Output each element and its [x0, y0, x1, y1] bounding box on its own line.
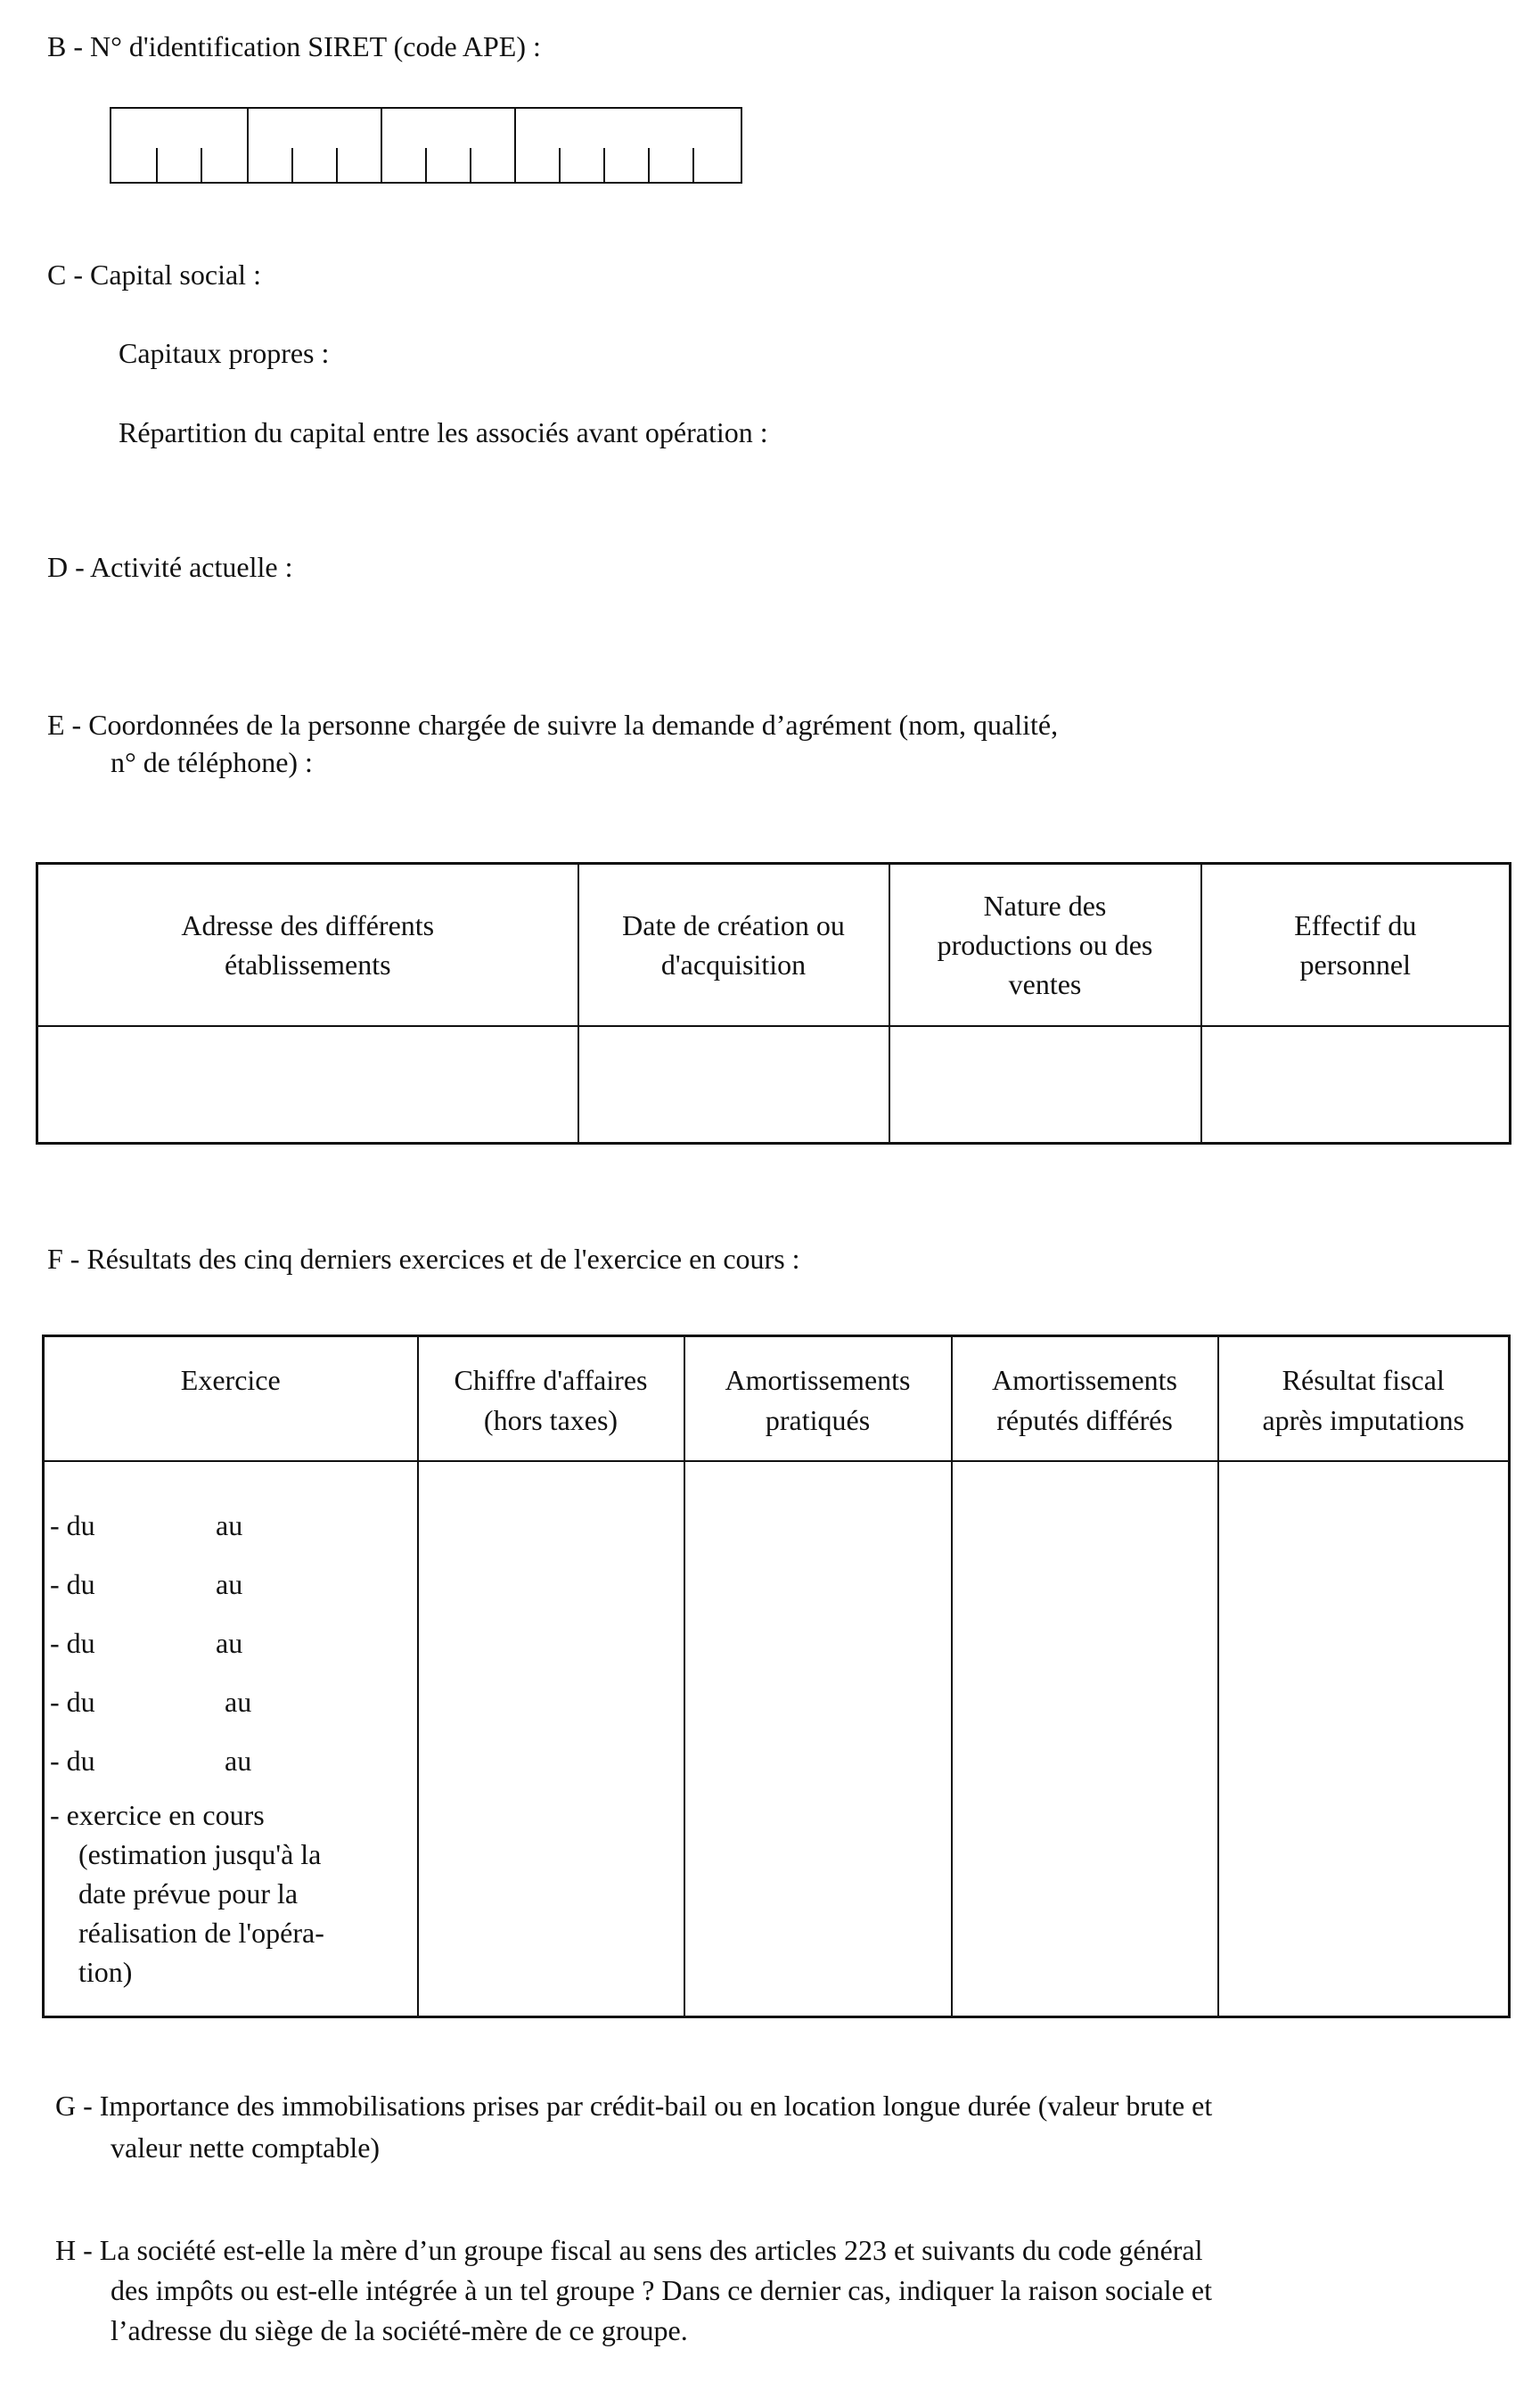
header-line: Chiffre d'affaires — [454, 1364, 648, 1396]
du-label: - du — [50, 1744, 95, 1777]
table-row — [44, 1461, 1510, 2017]
header-line: Exercice — [180, 1364, 281, 1396]
exercice-row — [50, 1731, 412, 1790]
section-h-label-continued: des impôts ou est-elle intégrée à un tel groupe ? Dans ce dernier cas, indiquer la raison sociale et — [111, 2274, 1212, 2306]
section-g-label: G - Importance des immobilisations prises par crédit-bail ou en location longue durée (valeur brute et — [55, 2090, 1213, 2122]
exercice-en-cours — [50, 1795, 412, 1992]
cell-date-creation[interactable] — [578, 1026, 889, 1144]
siret-group-separator — [514, 109, 516, 182]
siret-group-separator — [381, 109, 382, 182]
header-line: Adresse des différents — [181, 908, 435, 941]
table-header-row — [37, 864, 1511, 1026]
cell-nature-productions[interactable] — [889, 1026, 1201, 1144]
header-line: pratiqués — [765, 1403, 871, 1436]
au-label: au — [216, 1567, 243, 1600]
exercice-en-cours-line: - exercice en cours — [50, 1798, 265, 1831]
cell-adresse[interactable] — [37, 1026, 578, 1144]
siret-digit-divider — [425, 148, 427, 182]
exercice-row — [50, 1555, 412, 1614]
siret-digit-divider — [470, 148, 471, 182]
results-table — [42, 1335, 1511, 2018]
capitaux-propres-label: Capitaux propres : — [119, 337, 330, 369]
header-line: (hors taxes) — [483, 1403, 618, 1436]
siret-digit-divider — [336, 148, 338, 182]
du-label: - du — [50, 1626, 95, 1659]
exercice-row — [50, 1496, 412, 1555]
section-b-label: B - N° d'identification SIRET (code APE) : — [47, 30, 541, 62]
header-line: après imputations — [1262, 1403, 1465, 1436]
table-row — [37, 1026, 1511, 1144]
exercice-row — [50, 1672, 412, 1731]
du-label: - du — [50, 1685, 95, 1718]
header-adresse — [37, 864, 578, 1026]
header-nature-productions — [889, 864, 1201, 1026]
header-chiffre-affaires — [418, 1336, 684, 1461]
exercice-en-cours-line: (estimation jusqu'à la — [78, 1837, 322, 1870]
exercice-periods-cell — [44, 1461, 418, 2017]
section-e-label: E - Coordonnées de la personne chargée de suivre la demande d’agrément (nom, qualité, — [47, 709, 1059, 741]
section-d-label: D - Activité actuelle : — [47, 551, 293, 583]
header-resultat-fiscal — [1218, 1336, 1510, 1461]
cell-effectif[interactable] — [1201, 1026, 1511, 1144]
exercice-en-cours-line: date prévue pour la — [78, 1877, 299, 1910]
siret-digit-divider — [692, 148, 694, 182]
header-amortissements-pratiques — [684, 1336, 952, 1461]
exercice-en-cours-line: tion) — [78, 1956, 133, 1989]
siret-input-boxes[interactable] — [110, 107, 742, 184]
cell-chiffre-affaires[interactable] — [418, 1461, 684, 2017]
header-line: réputés différés — [996, 1403, 1173, 1436]
section-f-label: F - Résultats des cinq derniers exercices et de l'exercice en cours : — [47, 1243, 800, 1275]
au-label: au — [216, 1508, 243, 1541]
header-line: Nature des — [983, 889, 1107, 922]
establishments-table — [36, 862, 1511, 1145]
au-label: au — [225, 1685, 252, 1718]
siret-digit-divider — [291, 148, 293, 182]
header-line: Résultat fiscal — [1282, 1364, 1445, 1396]
header-line: ventes — [1008, 967, 1082, 1000]
du-label: - du — [50, 1567, 95, 1600]
du-label: - du — [50, 1508, 95, 1541]
header-line: productions ou des — [937, 928, 1153, 961]
table-header-row — [44, 1336, 1510, 1461]
siret-group-separator — [247, 109, 249, 182]
header-amortissements-differes — [952, 1336, 1218, 1461]
siret-digit-divider — [201, 148, 202, 182]
exercice-en-cours-line: réalisation de l'opéra- — [78, 1916, 324, 1949]
siret-digit-divider — [603, 148, 605, 182]
section-c-label: C - Capital social : — [47, 259, 261, 291]
header-line: d'acquisition — [660, 948, 807, 981]
section-h-label: H - La société est-elle la mère d’un groupe fiscal au sens des articles 223 et suivants du code général — [55, 2234, 1203, 2266]
siret-digit-divider — [156, 148, 158, 182]
cell-amortissements-differes[interactable] — [952, 1461, 1218, 2017]
header-date-creation — [578, 864, 889, 1026]
section-h-label-continued: l’adresse du siège de la société-mère de ce groupe. — [111, 2314, 688, 2346]
header-line: Effectif du — [1294, 908, 1417, 941]
section-g-label-continued: valeur nette comptable) — [111, 2131, 381, 2164]
section-e-label-continued: n° de téléphone) : — [111, 746, 313, 778]
header-line: Amortissements — [992, 1364, 1177, 1396]
header-line: personnel — [1299, 948, 1411, 981]
au-label: au — [225, 1744, 252, 1777]
siret-digit-divider — [559, 148, 561, 182]
header-line: Amortissements — [725, 1364, 911, 1396]
header-line: Date de création ou — [622, 908, 845, 941]
header-exercice — [44, 1336, 418, 1461]
header-line: établissements — [224, 948, 391, 981]
repartition-capital-label: Répartition du capital entre les associés avant opération : — [119, 416, 768, 448]
au-label: au — [216, 1626, 243, 1659]
header-effectif — [1201, 864, 1511, 1026]
cell-amortissements-pratiques[interactable] — [684, 1461, 952, 2017]
exercice-row — [50, 1614, 412, 1672]
cell-resultat-fiscal[interactable] — [1218, 1461, 1510, 2017]
siret-digit-divider — [648, 148, 650, 182]
